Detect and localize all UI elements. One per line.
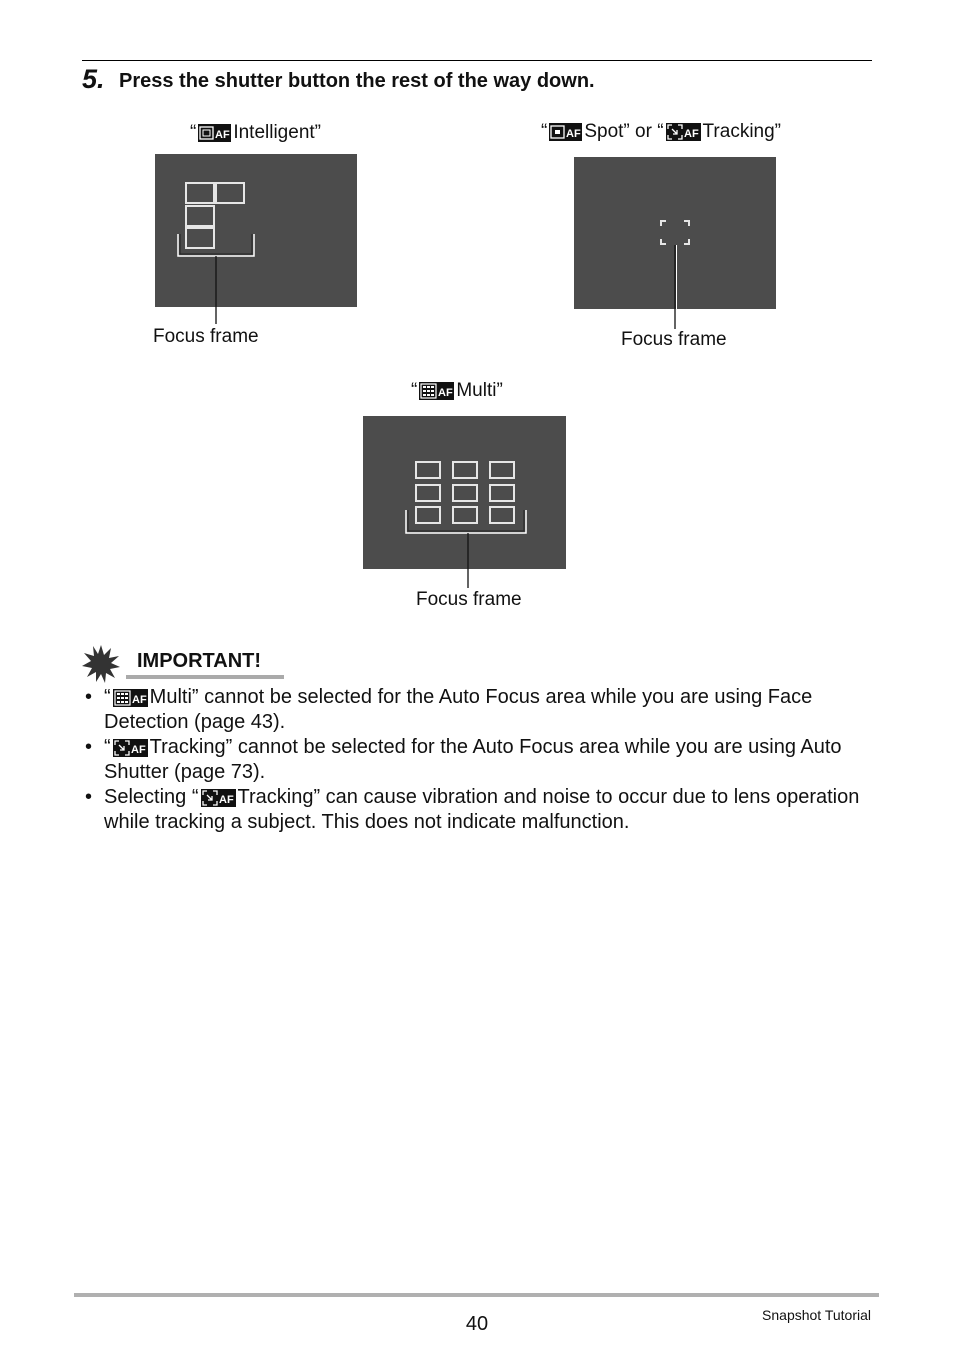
svg-text:AF: AF	[566, 128, 581, 140]
footer-rule	[74, 1293, 879, 1297]
focus-frame-label: Focus frame	[416, 589, 522, 610]
multi-af-icon	[113, 689, 148, 707]
tracking-af-icon	[201, 789, 236, 807]
list-item: • “ AF Multi” cannot be selected for the Auto Focus area while you are using Face Detection (page 43).	[85, 686, 813, 733]
multi-diagram	[360, 413, 575, 593]
spot-af-icon	[549, 123, 582, 141]
multi-caption: “ AF Multi”	[411, 380, 503, 401]
intelligent-caption: “ AF Intelligent”	[190, 122, 321, 143]
step-number: 5.	[82, 64, 105, 94]
svg-text:AF: AF	[218, 794, 234, 806]
focus-frame-label: Focus frame	[621, 329, 727, 350]
tracking-af-icon	[666, 123, 701, 141]
intelligent-af-icon	[198, 124, 231, 142]
page-number: 40	[465, 1313, 489, 1335]
section-title: Snapshot Tutorial	[762, 1307, 871, 1323]
spot-tracking-diagram	[570, 153, 785, 333]
important-list	[82, 685, 872, 835]
starburst-icon	[82, 645, 120, 683]
list-item: • Selecting “ AF Tracking” can cause vibration and noise to occur due to lens operation while tracking a subject. This does not indicate malfunction.	[85, 786, 860, 833]
svg-text:AF: AF	[130, 744, 146, 756]
list-item: • “ AF Tracking” cannot be selected for the Auto Focus area while you are using Auto Shutter (page 73).	[85, 736, 842, 783]
intelligent-diagram	[150, 150, 370, 330]
svg-text:AF: AF	[438, 387, 453, 399]
step-text: Press the shutter button the rest of the way down.	[119, 70, 595, 92]
multi-af-icon	[419, 382, 454, 400]
tracking-af-icon	[113, 739, 148, 757]
top-rule	[82, 60, 872, 61]
svg-text:AF: AF	[683, 128, 699, 140]
important-underline	[126, 675, 284, 679]
svg-text:AF: AF	[215, 129, 230, 141]
svg-text:AF: AF	[131, 694, 147, 706]
important-title: IMPORTANT!	[137, 650, 262, 672]
spot-tracking-caption: “ AF Spot” or “ AF Tracking”	[541, 121, 782, 142]
camera-screen	[363, 416, 566, 569]
focus-frame-label: Focus frame	[153, 326, 259, 347]
